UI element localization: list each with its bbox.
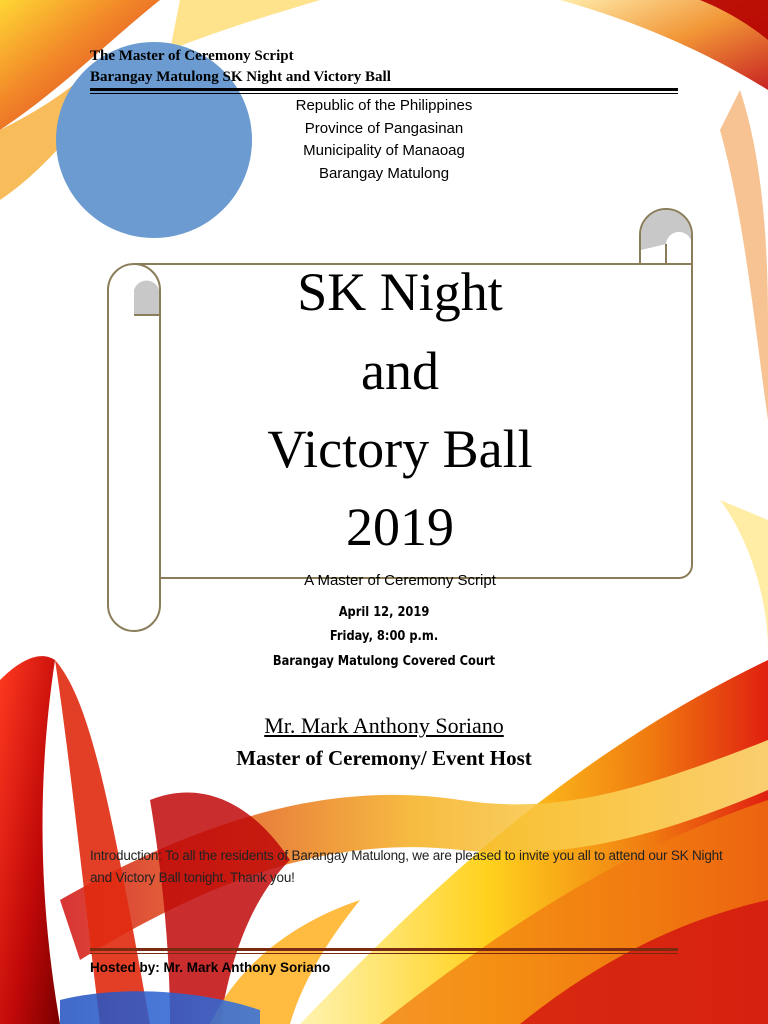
- title-line-4: 2019: [346, 497, 454, 557]
- host-role: Master of Ceremony/ Event Host: [236, 746, 532, 770]
- subtitle: A Master of Ceremony Script: [304, 572, 496, 589]
- title-line-2: and: [361, 341, 439, 401]
- header-event-title: Barangay Matulong SK Night and Victory Ball: [90, 69, 391, 85]
- title-line-1: SK Night: [297, 262, 503, 322]
- gov-line-municipality: Municipality of Manaoag: [303, 142, 465, 159]
- event-date: April 12, 2019: [338, 605, 430, 620]
- header-script-title: The Master of Ceremony Script: [90, 48, 294, 64]
- gov-line-republic: Republic of the Philippines: [295, 97, 473, 114]
- gov-line-province: Province of Pangasinan: [304, 120, 464, 137]
- event-venue: Barangay Matulong Covered Court: [272, 654, 496, 669]
- header-rule-thick: [90, 88, 678, 91]
- introduction-paragraph: Introduction: To all the residents of Barangay Matulong, we are pleased to invite you all to attend our SK Night and Victory Ball tonight. Thank you!: [90, 848, 723, 885]
- footer-hosted-by: Hosted by: Mr. Mark Anthony Soriano: [90, 960, 331, 975]
- header-rule-thin: [90, 93, 678, 94]
- title-line-3: Victory Ball: [267, 419, 533, 479]
- gov-line-barangay: Barangay Matulong: [318, 165, 450, 182]
- event-time: Friday, 8:00 p.m.: [329, 629, 439, 644]
- footer-rule: [90, 948, 678, 956]
- host-name: Mr. Mark Anthony Soriano: [264, 713, 504, 738]
